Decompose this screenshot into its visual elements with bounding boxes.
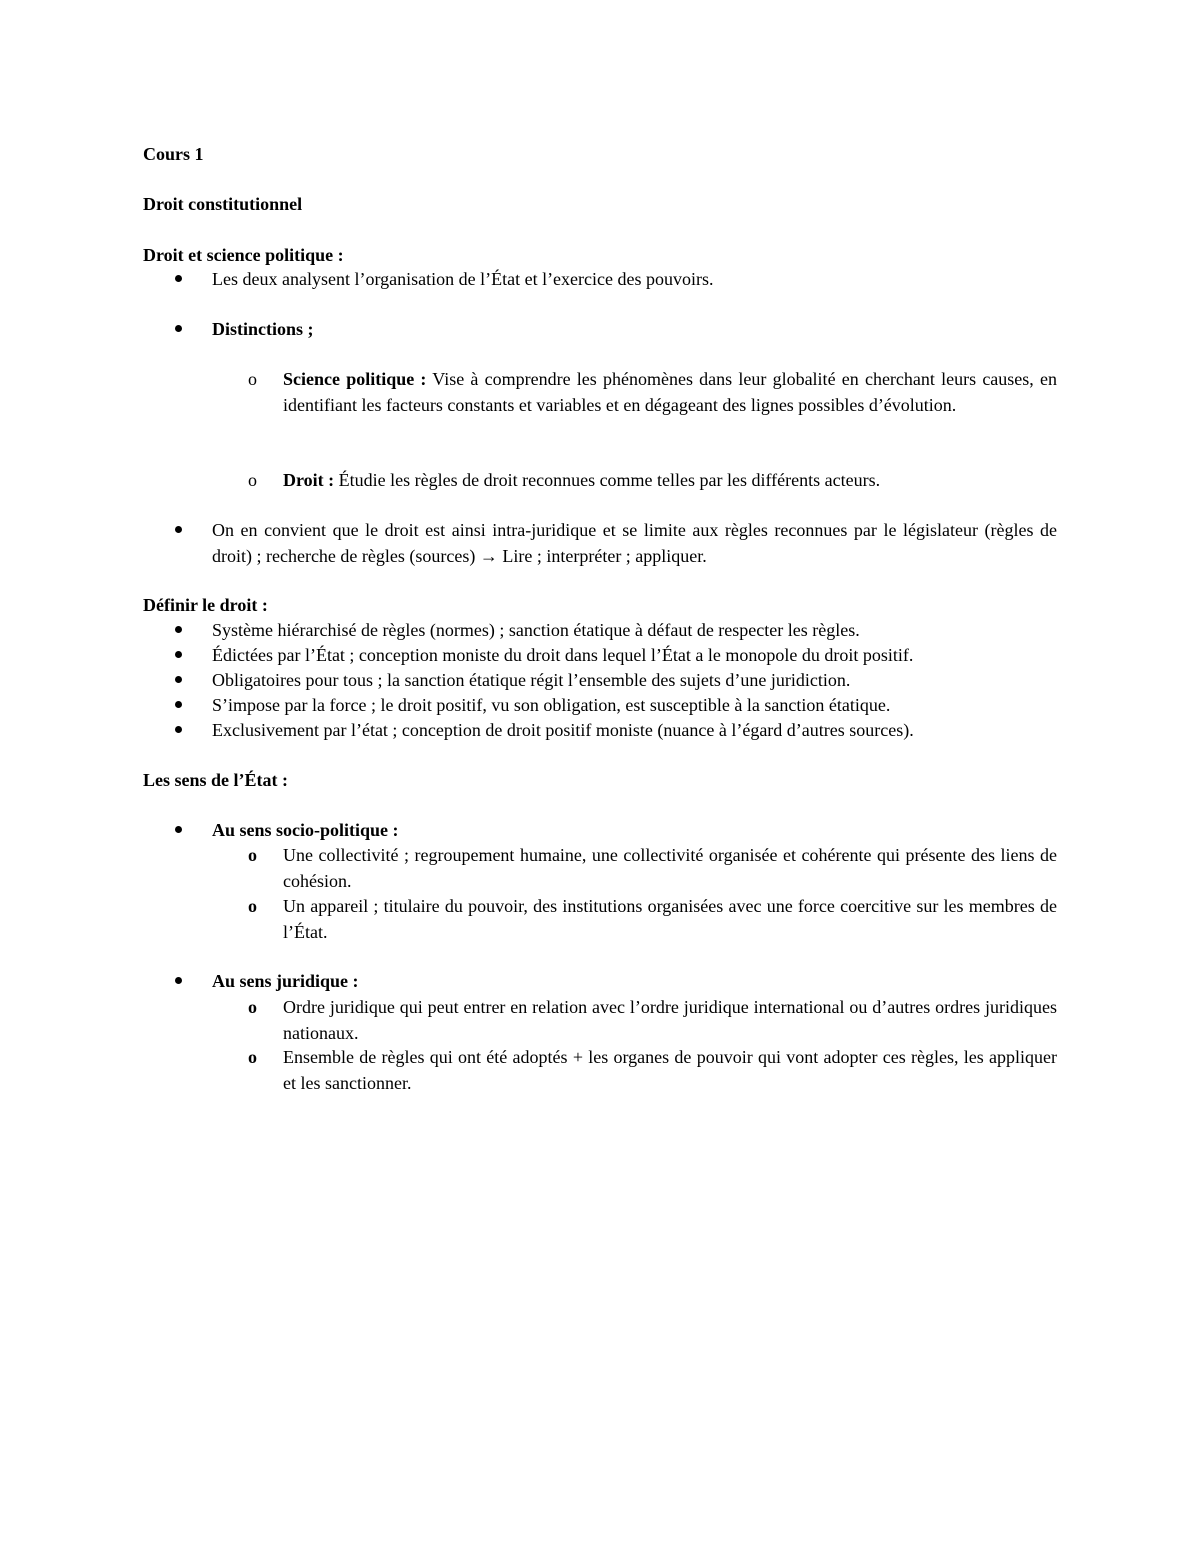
bullet-icon xyxy=(175,617,195,643)
juridique-label: Au sens juridique : xyxy=(212,971,359,991)
bullet-icon xyxy=(175,692,195,718)
section-heading-definir-le-droit: Définir le droit : xyxy=(143,595,268,615)
bullet-icon xyxy=(175,968,195,994)
sub-item-text: Étudie les règles de droit reconnues comme telles par les différents acteurs. xyxy=(334,470,881,490)
list-item-text: Exclusivement par l’état ; conception de droit positif moniste (nuance à l’égard d’autres sources). xyxy=(212,720,914,740)
bullet-icon xyxy=(175,266,195,292)
circle-bullet-icon: o xyxy=(248,845,257,865)
sub-item-text: Ensemble de règles qui ont été adoptés + les organes de pouvoir qui vont adopter ces règles, les appliquer et les sanctionner. xyxy=(283,1047,1057,1093)
bullet-icon xyxy=(175,316,195,342)
subject-title: Droit constitutionnel xyxy=(143,194,303,214)
list-item-text: Les deux analysent l’organisation de l’État et l’exercice des pouvoirs. xyxy=(212,269,714,289)
list-item-text: S’impose par la force ; le droit positif, vu son obligation, est susceptible à la sanction étatique. xyxy=(212,695,891,715)
sub-item-text: Une collectivité ; regroupement humaine, une collectivité organisée et cohérente qui présente des liens de cohésion. xyxy=(283,845,1057,891)
list-item-text: Obligatoires pour tous ; la sanction étatique régit l’ensemble des sujets d’une juridiction. xyxy=(212,670,851,690)
arrow-right-icon: → xyxy=(479,546,498,566)
socio-politique-label: Au sens socio-politique : xyxy=(212,820,399,840)
circle-bullet-icon: o xyxy=(248,997,257,1017)
list-item-text-end: Lire ; interpréter ; appliquer. xyxy=(497,546,707,566)
bullet-icon xyxy=(175,642,195,668)
circle-bullet-icon: o xyxy=(248,470,257,490)
circle-bullet-icon: o xyxy=(248,1047,257,1067)
bullet-icon xyxy=(175,667,195,693)
circle-bullet-icon: o xyxy=(248,369,257,389)
sub-item-text: Vise à comprendre les phénomènes dans leur globalité en cherchant leurs causes, en identifiant les facteurs constants et variables et en dégageant des lignes possibles d’évolution. xyxy=(283,369,1057,415)
list-item-text: Édictées par l’État ; conception moniste du droit dans lequel l’État a le monopole du droit positif. xyxy=(212,645,914,665)
bullet-icon xyxy=(175,717,195,743)
sub-item-label: Droit : xyxy=(283,470,335,490)
list-item-text: Système hiérarchisé de règles (normes) ; sanction étatique à défaut de respecter les règles. xyxy=(212,620,860,640)
sub-item-label: Science politique : xyxy=(283,369,427,389)
distinctions-label: Distinctions ; xyxy=(212,319,314,339)
circle-bullet-icon: o xyxy=(248,896,257,916)
sub-item-text: Un appareil ; titulaire du pouvoir, des institutions organisées avec une force coercitive sur les membres de l’État. xyxy=(283,896,1057,942)
bullet-icon xyxy=(175,817,195,843)
section-heading-les-sens-de-l-etat: Les sens de l’État : xyxy=(143,770,288,790)
page-title: Cours 1 xyxy=(143,144,204,164)
bullet-icon xyxy=(175,517,195,543)
sub-item-text: Ordre juridique qui peut entrer en relation avec l’ordre juridique international ou d’autres ordres juridiques nationaux. xyxy=(283,997,1057,1043)
section-heading-droit-science-politique: Droit et science politique : xyxy=(143,245,344,265)
list-item-text: On en convient que le droit est ainsi intra-juridique et se limite aux règles reconnues par le législateur (règles de droit) ; recherche de règles (sources) xyxy=(212,520,1057,566)
